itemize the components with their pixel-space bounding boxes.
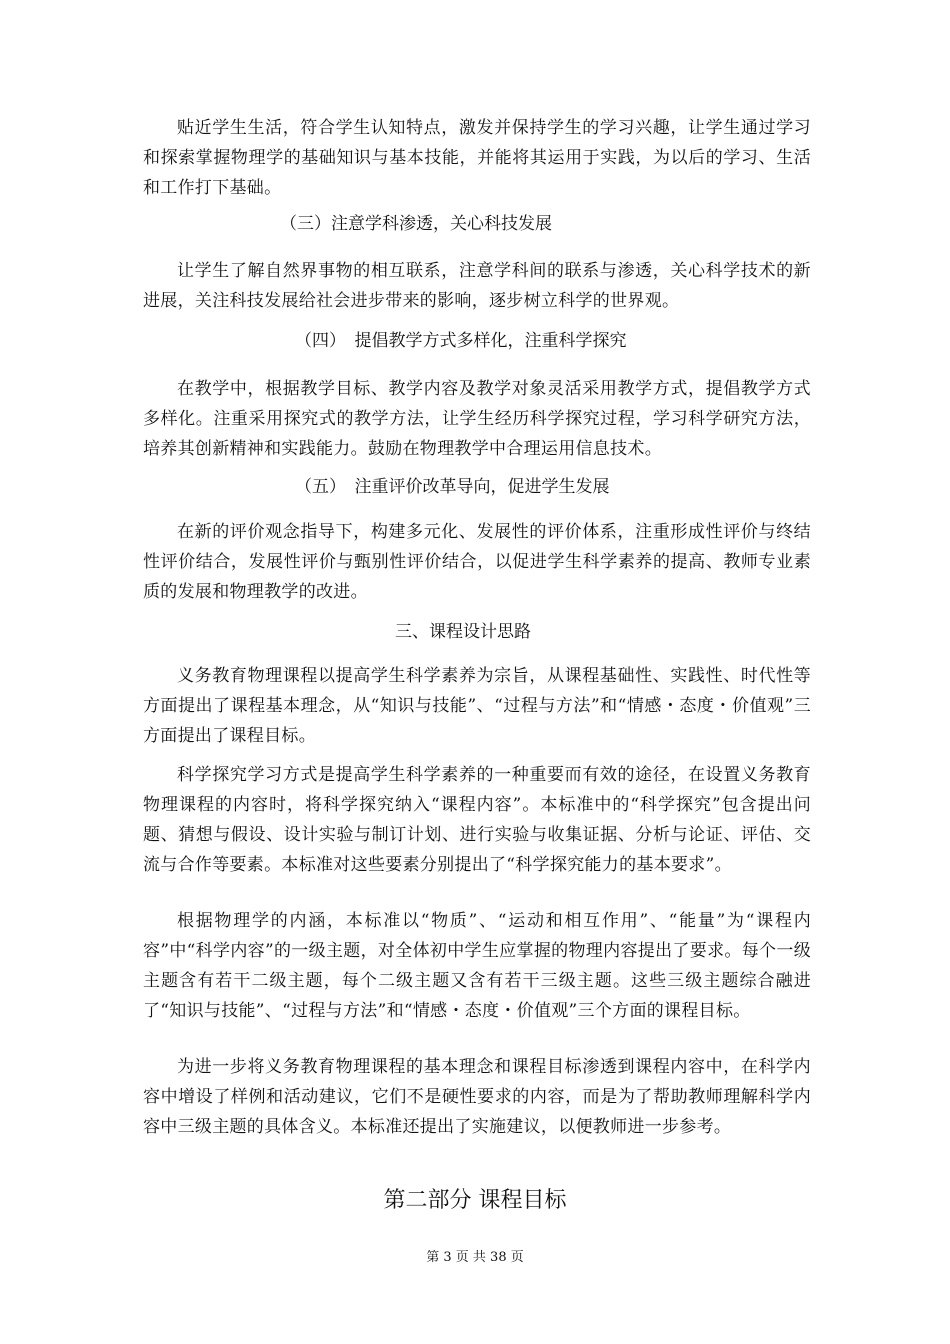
paragraph-life-relevance: 贴近学生生活，符合学生认知特点，激发并保持学生的学习兴趣，让学生通过学习和探索掌握物理学的基础知识与基本技能，并能将其运用于实践，为以后的学习、生活和工作打下基础。 (143, 118, 811, 198)
heading-evaluation-reform: （五） 注重评价改革导向，促进学生发展 (295, 477, 610, 497)
part-title-course-objectives: 第二部分 课程目标 (383, 1188, 567, 1213)
paragraph-course-philosophy: 义务教育物理课程以提高学生科学素养为宗旨，从课程基础性、实践性、时代性等方面提出了课程基本理念，从“知识与技能”、“过程与方法”和“情感・态度・价值观”三方面提出了课程目标。 (143, 666, 811, 746)
heading-teaching-methods: （四） 提倡教学方式多样化，注重科学探究 (295, 331, 627, 351)
paragraph-evaluation: 在新的评价观念指导下，构建多元化、发展性的评价体系，注重形成性评价与终结性评价结合，发展性评价与甄别性评价结合，以促进学生科学素养的提高、教师专业素质的发展和物理教学的改进。 (143, 522, 811, 602)
page-number-footer: 第 3 页 共 38 页 (426, 1250, 524, 1265)
paragraph-natural-world: 让学生了解自然界事物的相互联系，注意学科间的联系与渗透，关心科学技术的新进展，关注科技发展给社会进步带来的影响，逐步树立科学的世界观。 (143, 261, 811, 311)
heading-subject-integration: （三）注意学科渗透，关心科技发展 (280, 214, 552, 234)
paragraph-scientific-inquiry: 科学探究学习方式是提高学生科学素养的一种重要而有效的途径，在设置义务教育物理课程的内容时，将科学探究纳入“课程内容”。本标准中的“科学探究”包含提出问题、猜想与假设、设计实验与制订计划、进行实验与收集证据、分析与论证、评估、交流与合作等要素。本标准对这些要素分别提出了“科学探究能力的基本要求”。 (143, 765, 811, 875)
paragraph-teaching-methods: 在教学中，根据教学目标、教学内容及教学对象灵活采用教学方式，提倡教学方式多样化。注重采用探究式的教学方法，让学生经历科学探究过程，学习科学研究方法，培养其创新精神和实践能力。鼓励在物理教学中合理运用信息技术。 (143, 379, 811, 459)
paragraph-content-themes: 根据物理学的内涵，本标准以“物质”、“运动和相互作用”、“能量”为“课程内容”中“科学内容”的一级主题，对全体初中学生应掌握的物理内容提出了要求。每个一级主题含有若干二级主题，每个二级主题又含有若干三级主题。这些三级主题综合融进了“知识与技能”、“过程与方法”和“情感・态度・价值观”三个方面的课程目标。 (143, 911, 811, 1021)
section-title-course-design: 三、课程设计思路 (395, 622, 531, 642)
paragraph-examples-suggestions: 为进一步将义务教育物理课程的基本理念和课程目标渗透到课程内容中，在科学内容中增设了样例和活动建议，它们不是硬性要求的内容，而是为了帮助教师理解科学内容中三级主题的具体含义。本标准还提出了实施建议，以便教师进一步参考。 (143, 1057, 811, 1137)
